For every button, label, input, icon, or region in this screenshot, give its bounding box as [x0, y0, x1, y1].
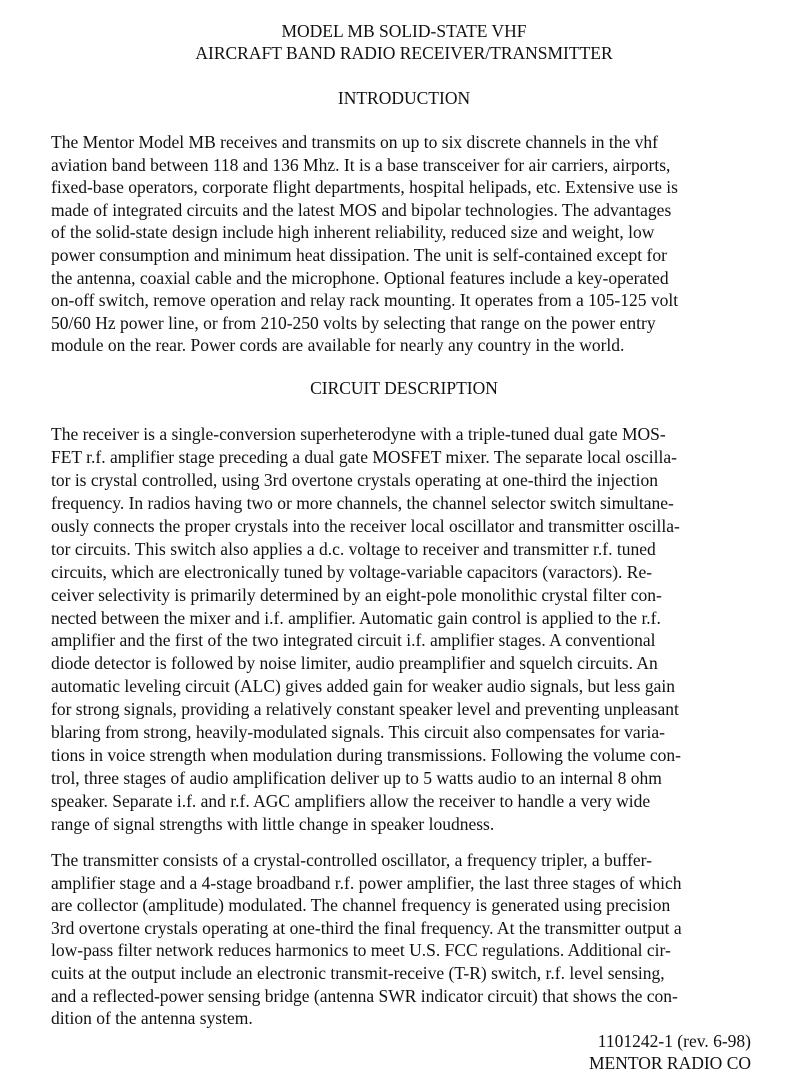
paragraph-line: blaring from strong, heavily-modulated signals. This circuit also compensates for varia- [51, 722, 665, 743]
paragraph-line: are collector (amplitude) modulated. The channel frequency is generated using precision [51, 895, 671, 916]
paragraph-line: 3rd overtone crystals operating at one-third the final frequency. At the transmitter output a [51, 917, 682, 938]
introduction-heading: INTRODUCTION [337, 88, 471, 108]
circuit-description-heading: CIRCUIT DESCRIPTION [310, 378, 498, 398]
company-name: MENTOR RADIO CO [588, 1053, 751, 1073]
receiver-paragraph [51, 423, 763, 836]
paragraph-line: tor circuits. This switch also applies a d.c. voltage to receiver and transmitter r.f. tuned [51, 538, 656, 559]
paragraph-line: low-pass filter network reduces harmonics to meet U.S. FCC regulations. Additional cir- [51, 940, 671, 961]
paragraph-line: ously connects the proper crystals into the receiver local oscillator and transmitter oscilla- [51, 515, 680, 536]
paragraph-line: the antenna, coaxial cable and the microphone. Optional features include a key-operated [51, 267, 669, 288]
paragraph-line: nected between the mixer and i.f. amplifier. Automatic gain control is applied to the r.f. [51, 607, 661, 628]
paragraph-line: amplifier stage and a 4-stage broadband r.f. power amplifier, the last three stages of which [51, 872, 682, 893]
document-title-line-1: MODEL MB SOLID-STATE VHF [281, 21, 527, 41]
paragraph-line: tor is crystal controlled, using 3rd overtone crystals operating at one-third the injection [51, 469, 658, 490]
paragraph-line: The transmitter consists of a crystal-controlled oscillator, a frequency tripler, a buffer- [51, 850, 652, 870]
paragraph-line: made of integrated circuits and the latest MOS and bipolar technologies. The advantages [51, 199, 672, 220]
paragraph-line: amplifier and the first of the two integrated circuit i.f. amplifier stages. A conventional [51, 630, 656, 651]
paragraph-line: diode detector is followed by noise limiter, audio preamplifier and squelch circuits. An [51, 653, 658, 674]
paragraph-line: speaker. Separate i.f. and r.f. AGC amplifiers allow the receiver to handle a very wide [51, 791, 651, 811]
paragraph-line: range of signal strengths with little change in speaker loudness. [51, 813, 495, 834]
paragraph-line: cuits at the output include an electronic transmit-receive (T-R) switch, r.f. level sensing, [51, 962, 665, 983]
paragraph-line: for strong signals, providing a relatively constant speaker level and preventing unpleasant [51, 699, 679, 720]
transmitter-paragraph [51, 849, 763, 1030]
paragraph-line: ceiver selectivity is primarily determined by an eight-pole monolithic crystal filter con- [51, 584, 662, 605]
paragraph-line: of the solid-state design include high inherent reliability, reduced size and weight, low [51, 222, 655, 243]
paragraph-line: and a reflected-power sensing bridge (antenna SWR indicator circuit) that shows the con- [51, 985, 678, 1006]
paragraph-line: fixed-base operators, corporate flight departments, hospital helipads, etc. Extensive use is [51, 177, 678, 198]
paragraph-line: dition of the antenna system. [51, 1008, 253, 1029]
paragraph-line: aviation band between 118 and 136 Mhz. It is a base transceiver for air carriers, airports, [51, 154, 671, 175]
document-title-line-2: AIRCRAFT BAND RADIO RECEIVER/TRANSMITTER [195, 43, 613, 63]
paragraph-line: module on the rear. Power cords are available for nearly any country in the world. [51, 335, 625, 356]
document-number: 1101242-1 (rev. 6-98) [597, 1031, 751, 1051]
paragraph-line: on-off switch, remove operation and relay rack mounting. It operates from a 105-125 volt [51, 290, 679, 311]
paragraph-line: automatic leveling circuit (ALC) gives added gain for weaker audio signals, but less gain [51, 676, 675, 697]
paragraph-line: trol, three stages of audio amplification deliver up to 5 watts audio to an internal 8 ohm [51, 768, 662, 789]
paragraph-line: circuits, which are electronically tuned by voltage-variable capacitors (varactors). Re- [51, 561, 653, 582]
paragraph-line: power consumption and minimum heat dissipation. The unit is self-contained except for [51, 244, 667, 265]
paragraph-line: tions in voice strength when modulation during transmissions. Following the volume con- [51, 745, 681, 766]
paragraph-line: FET r.f. amplifier stage preceding a dual gate MOSFET mixer. The separate local oscilla- [51, 446, 677, 467]
paragraph-line: The Mentor Model MB receives and transmits on up to six discrete channels in the vhf [51, 132, 659, 152]
paragraph-line: 50/60 Hz power line, or from 210-250 volts by selecting that range on the power entry [51, 312, 656, 333]
paragraph-line: The receiver is a single-conversion superheterodyne with a triple-tuned dual gate MOS- [51, 424, 666, 444]
introduction-paragraph [51, 131, 763, 357]
paragraph-line: frequency. In radios having two or more channels, the channel selector switch simultane- [51, 492, 674, 513]
